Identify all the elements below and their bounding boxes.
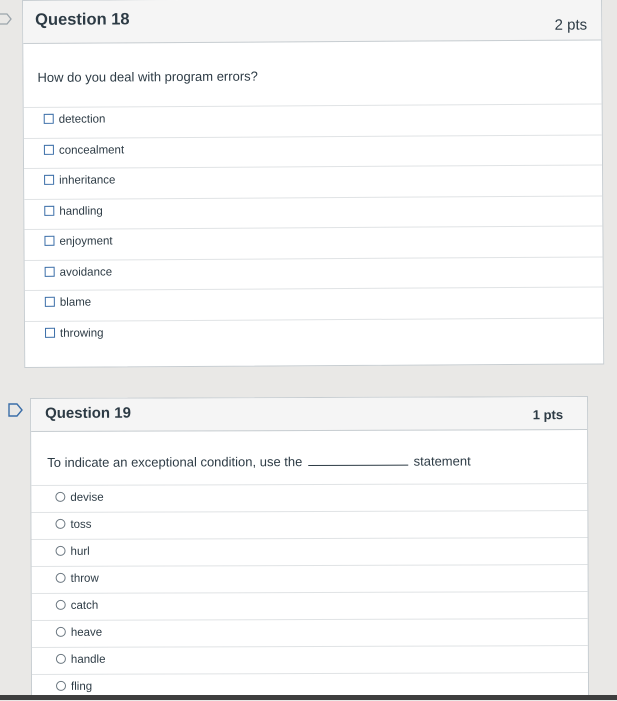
answer-label: avoidance <box>59 265 113 279</box>
answer-list <box>31 483 588 701</box>
question-text-before: To indicate an exceptional condition, use the <box>47 454 303 470</box>
answer-label: enjoyment <box>59 235 113 248</box>
answer-option[interactable] <box>25 286 603 320</box>
answer-option[interactable] <box>31 483 587 512</box>
answer-option[interactable] <box>32 645 588 674</box>
answer-label: blame <box>59 296 92 309</box>
answer-label: hurl <box>70 545 90 558</box>
answer-label: inheritance <box>59 174 116 187</box>
answer-option[interactable] <box>31 537 587 566</box>
checkbox[interactable] <box>44 205 54 215</box>
question-title: Question 19 <box>45 404 131 422</box>
answer-option[interactable] <box>25 317 603 351</box>
question-points: 1 pts <box>532 407 564 423</box>
question-marker-icon[interactable] <box>0 12 22 26</box>
checkbox[interactable] <box>44 175 54 185</box>
radio-button[interactable] <box>56 573 66 583</box>
answer-label: fling <box>70 680 93 693</box>
answer-option[interactable] <box>32 618 588 647</box>
question-19 <box>30 396 589 700</box>
answer-option[interactable] <box>25 256 603 290</box>
question-text-after: statement <box>413 453 471 469</box>
radio-button[interactable] <box>56 654 66 664</box>
checkbox[interactable] <box>44 144 54 154</box>
radio-button[interactable] <box>56 600 66 610</box>
checkbox[interactable] <box>45 297 55 307</box>
radio-button[interactable] <box>56 627 66 637</box>
question-text: How do you deal with program errors? <box>37 68 258 85</box>
checkbox[interactable] <box>44 114 54 124</box>
fill-in-blank <box>308 455 408 466</box>
question-header <box>31 397 587 432</box>
answer-label: concealment <box>58 143 125 157</box>
question-text <box>47 453 471 469</box>
answer-option[interactable] <box>24 103 602 137</box>
question-points: 2 pts <box>554 16 588 34</box>
answer-label: toss <box>70 518 92 531</box>
question-title: Question 18 <box>35 10 130 29</box>
answer-option[interactable] <box>24 164 602 198</box>
checkbox[interactable] <box>45 327 55 337</box>
answer-label: throwing <box>59 327 104 340</box>
question-18 <box>22 0 604 368</box>
answer-label: catch <box>70 599 99 612</box>
answer-option[interactable] <box>31 510 587 539</box>
answer-label: handle <box>70 653 106 666</box>
answer-label: handling <box>59 205 103 218</box>
radio-button[interactable] <box>56 546 66 556</box>
checkbox[interactable] <box>45 266 55 276</box>
radio-button[interactable] <box>55 492 65 502</box>
answer-option[interactable] <box>24 134 602 168</box>
screen-bottom-edge <box>0 695 617 700</box>
answer-label: devise <box>70 491 104 504</box>
flag-question-icon[interactable] <box>8 403 30 417</box>
question-header <box>23 0 601 44</box>
answer-list <box>24 103 603 351</box>
answer-option[interactable] <box>32 591 588 620</box>
answer-label: heave <box>70 626 103 639</box>
answer-label: throw <box>70 572 99 585</box>
radio-button[interactable] <box>56 681 66 691</box>
answer-option[interactable] <box>24 195 602 229</box>
radio-button[interactable] <box>55 519 65 529</box>
answer-option[interactable] <box>32 564 588 593</box>
checkbox[interactable] <box>44 236 54 246</box>
answer-option[interactable] <box>24 225 602 259</box>
answer-label: detection <box>58 113 106 126</box>
